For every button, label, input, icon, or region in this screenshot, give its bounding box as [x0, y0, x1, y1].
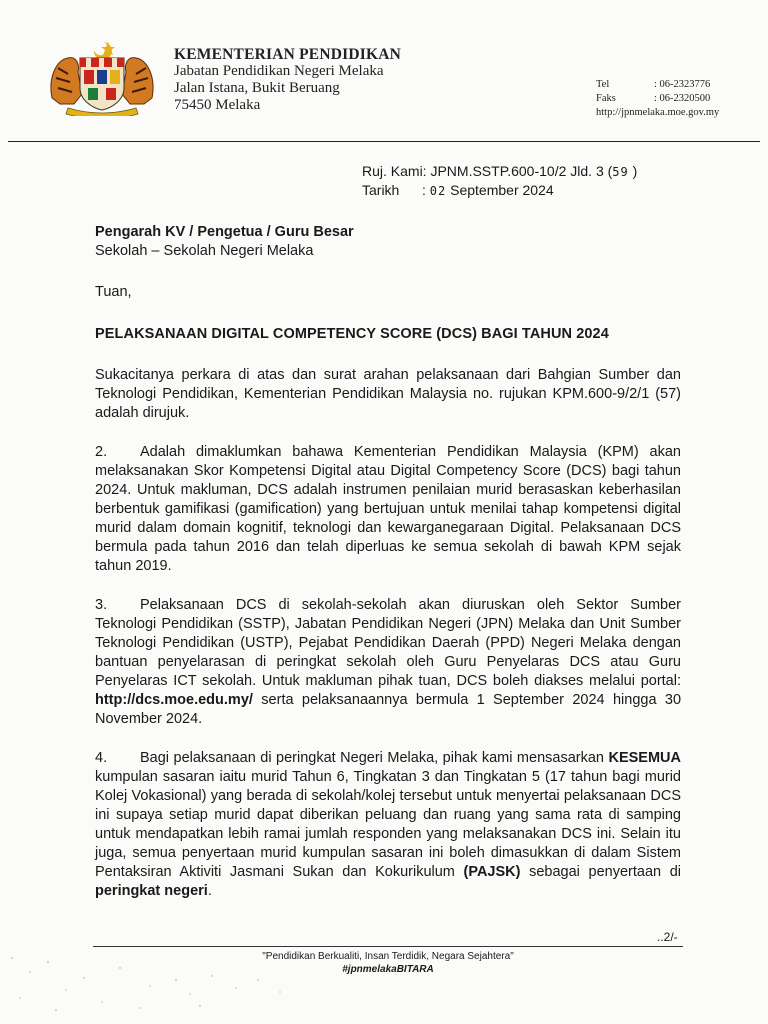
reference-block [362, 162, 637, 200]
tel-label: Tel [596, 79, 610, 90]
address-postcode-city: 75450 Melaka [174, 97, 261, 113]
fax-value: : 06-2320500 [654, 93, 711, 104]
tarikh-value: September 2024 [450, 182, 554, 198]
greeting: Tuan, [95, 284, 132, 300]
paragraph-2-number: 2. [95, 444, 108, 460]
letterhead-contact [596, 78, 719, 120]
fax-label: Faks [596, 93, 616, 104]
tarikh-handwritten-day: 02 [429, 184, 447, 198]
tel-value: : 06-2323776 [654, 79, 711, 90]
address-street: Jalan Istana, Bukit Beruang [174, 80, 340, 96]
paragraph-4-bold-kesemua: KESEMUA [608, 750, 681, 766]
paragraph-4 [95, 749, 681, 901]
department-name: Jabatan Pendidikan Negeri Melaka [174, 63, 384, 79]
scan-speckle-decoration [0, 950, 320, 1020]
paragraph-4-bold-pajsk: (PAJSK) [463, 864, 521, 880]
ruj-close: ) [632, 163, 638, 179]
paragraph-4-bold-peringkat: peringkat negeri [95, 883, 208, 899]
paragraph-3-text-b: serta pelaksanaannya bermula 1 September 2024 hingga 30 November 2024. [95, 692, 682, 727]
ministry-name: KEMENTERIAN PENDIDIKAN [174, 46, 402, 63]
paragraph-4-text-b: kumpulan sasaran iaitu murid Tahun 6, Tingkatan 3 dan Tingkatan 5 (17 tahun bagi murid Kolej Vokasional) yang berada di sekolah/kolej tersebut untuk menyertai pelaksanaan DCS ini supaya setiap murid dapat diberikan peluang dan ruang yang sama rata di samping untuk mendapatkan lebih ramai jumlah responden yang melaksanakan DCS ini. Selain itu juga, semua penyertaan murid kumpulan sasaran ini boleh dimasukkan di dalam Sistem Pentaksiran Aktiviti Jasmani Sukan dan Kokurikulum [95, 769, 681, 880]
ruj-kami: Ruj. Kami: JPNM.SSTP.600-10/2 Jld. 3 ( [362, 163, 613, 179]
letter-body [95, 223, 681, 901]
recipient-title: Pengarah KV / Pengetua / Guru Besar [95, 224, 354, 240]
paragraph-3-number: 3. [95, 597, 108, 613]
tarikh-colon: : [422, 182, 426, 198]
paragraph-1: Sukacitanya perkara di atas dan surat arahan pelaksanaan dari Bahgian Sumber dan Teknologi Pendidikan, Kementerian Pendidikan Malaysia no. rujukan KPM.600-9/2/1 (57) adalah dirujuk. [95, 367, 681, 421]
paragraph-4-text-a: Bagi pelaksanaan di peringkat Negeri Melaka, pihak kami mensasarkan [140, 750, 604, 766]
recipient-schools: Sekolah – Sekolah Negeri Melaka [95, 243, 314, 259]
letterhead-organization [174, 46, 401, 114]
tarikh-label: Tarikh [362, 182, 400, 198]
footer-divider [93, 946, 683, 947]
malaysia-coat-of-arms-icon [46, 38, 158, 116]
page-continuation-marker: ..2/- [657, 930, 678, 944]
paragraph-3-text-a: Pelaksanaan DCS di sekolah-sekolah akan diuruskan oleh Sektor Sumber Teknologi Pendidikan (SSTP), Jabatan Pendidikan Negeri (JPN) Melaka dan Unit Sumber Teknologi Pendidikan (USTP), Pejabat Pendidikan Daerah (PPD) Negeri Melaka dengan bantuan penyelarasan di peringkat sekolah oleh Guru Penyelaras DCS atau Guru Penyelaras ICT sekolah. Untuk makluman pihak tuan, DCS boleh diakses melalui portal: [95, 597, 681, 689]
header-divider [8, 141, 760, 142]
footer-hashtag: #jpnmelakaBITARA [342, 964, 434, 975]
paragraph-2-text: Adalah dimaklumkan bahawa Kementerian Pendidikan Malaysia (KPM) akan melaksanakan Skor Kompetensi Digital atau Digital Competency Score (DCS) bagi tahun 2024. Untuk makluman, DCS adalah instrumen penilaian murid berasaskan keberhasilan berbentuk gamifikasi (gamification) yang bertujuan untuk menilai tahap kompetensi digital murid dalam domain kognitif, teknologi dan kewarganegaraan Digital. Pelaksanaan DCS bermula pada tahun 2016 dan telah diperluas ke semua sekolah di bawah KPM sejak tahun 2019. [95, 444, 681, 574]
letter-subject: PELAKSANAAN DIGITAL COMPETENCY SCORE (DCS) BAGI TAHUN 2024 [95, 326, 609, 342]
paragraph-2 [95, 443, 681, 576]
paragraph-4-number: 4. [95, 750, 108, 766]
dcs-portal-link[interactable]: http://dcs.moe.edu.my/ [95, 692, 253, 708]
paragraph-3 [95, 596, 681, 729]
ruj-handwritten-number: 59 [612, 165, 629, 179]
website-link[interactable]: http://jpnmelaka.moe.gov.my [596, 107, 720, 118]
paragraph-4-end: . [207, 883, 212, 899]
paragraph-4-text-c: sebagai penyertaan di [529, 864, 682, 880]
footer-motto: "Pendidikan Berkualiti, Insan Terdidik, Negara Sejahtera" [262, 951, 514, 962]
